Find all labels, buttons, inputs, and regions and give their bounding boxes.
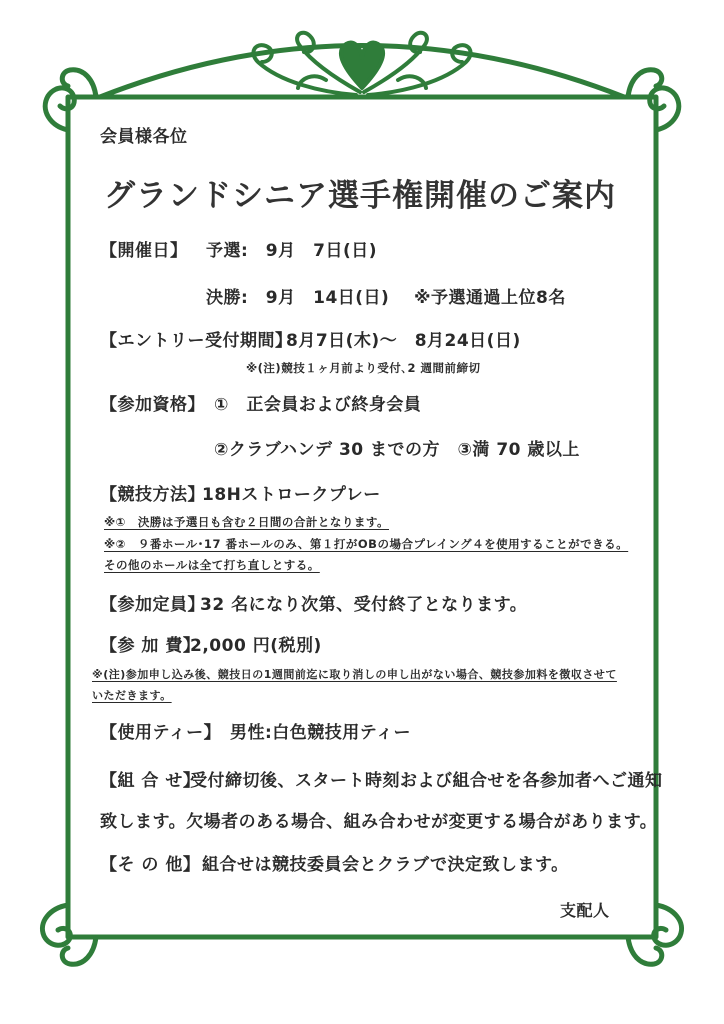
fee-value: 2,000 円(税別) (190, 636, 322, 656)
format-note-3: その他のホールは全て打ち直しとする。 (104, 558, 320, 572)
final-date: 決勝: 9月 14日(日) (206, 288, 390, 308)
page-title: グランドシニア選手権開催のご案内 (104, 178, 616, 214)
pairing-line1: 受付締切後、スタート時刻および組合せを各参加者へご通知 (190, 771, 663, 791)
pairing-label: 【組 合 せ】 (100, 771, 201, 791)
fee-label: 【参 加 費】 (100, 636, 201, 656)
eligibility-label: 【参加資格】 (100, 395, 205, 415)
format-label: 【競技方法】 (100, 485, 205, 505)
tee-label: 【使用ティー】 (100, 723, 222, 743)
fee-note-1: ※(注)参加申し込み後、競技日の1週間前迄に取り消しの申し出がない場合、競技参加料を徴収させて (92, 668, 617, 681)
format-note-2: ※② ９番ホール･17 番ホールのみ、第１打がOBの場合プレイング４を使用することができる。 (104, 537, 629, 551)
entry-label: 【エントリー受付期間】 (100, 331, 293, 351)
pairing-line2: 致します。欠場者のある場合、組み合わせが変更する場合があります。 (100, 812, 658, 832)
format-value: 18Hストロークプレー (202, 485, 381, 505)
entry-period: 8月7日(木)～ 8月24日(日) (286, 331, 521, 351)
capacity-value: 32 名になり次第、受付終了となります。 (200, 595, 528, 615)
format-note-1: ※① 決勝は予選日も含む２日間の合計となります。 (104, 515, 389, 529)
eligibility-line2: ②クラブハンデ 30 までの方 ③満 70 歳以上 (214, 440, 580, 460)
entry-note: ※(注)競技１ヶ月前より受付､2 週間前締切 (246, 361, 481, 375)
qualifier-date: 予選: 9月 7日(日) (206, 241, 377, 261)
signature: 支配人 (560, 901, 610, 920)
capacity-label: 【参加定員】 (100, 595, 205, 615)
fee-note-2: いただきます。 (92, 689, 172, 702)
addressee: 会員様各位 (100, 127, 188, 147)
other-label: 【そ の 他】 (100, 855, 201, 875)
date-label: 【開催日】 (100, 241, 188, 261)
other-value: 組合せは競技委員会とクラブで決定致します。 (202, 855, 569, 875)
tee-value: 男性:白色競技用ティー (230, 723, 411, 743)
final-note: ※予選通過上位8名 (414, 288, 566, 308)
eligibility-line1: ① 正会員および終身会員 (214, 395, 422, 415)
